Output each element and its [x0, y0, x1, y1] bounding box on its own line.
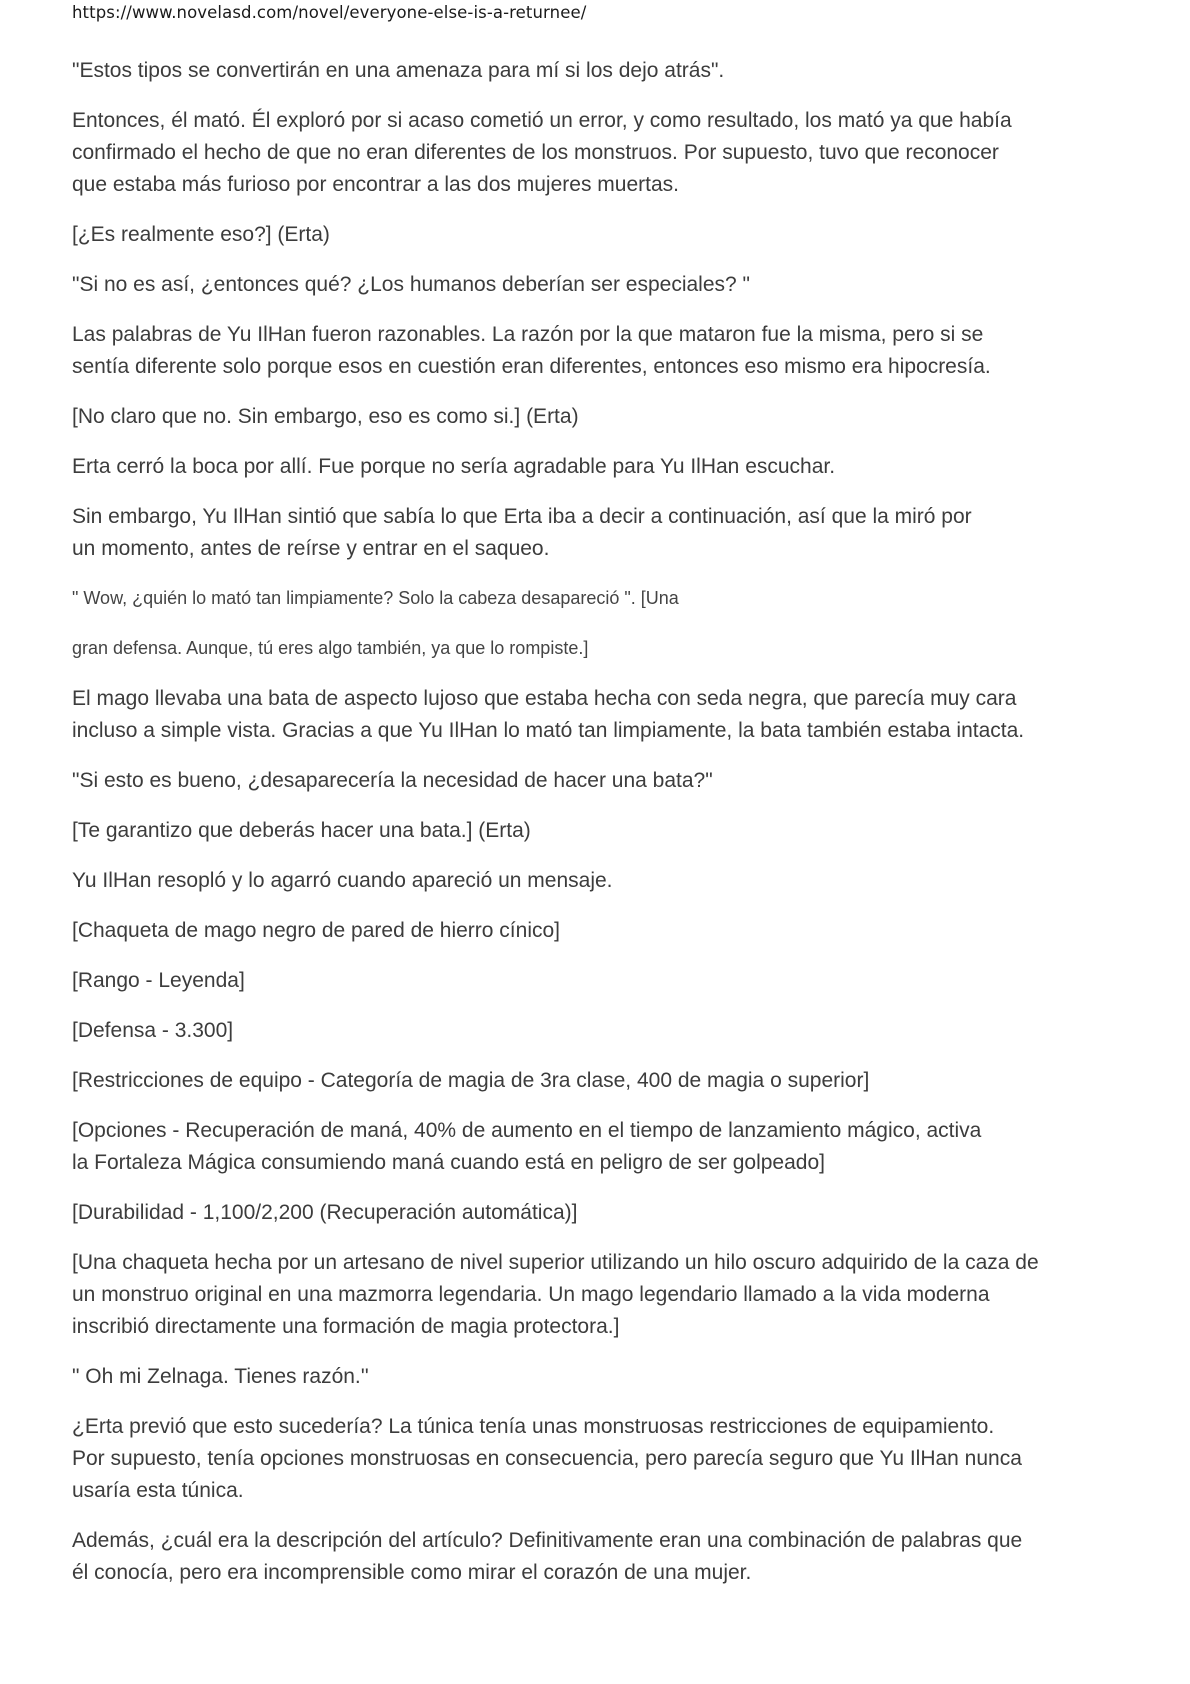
- paragraph-line: " Oh mi Zelnaga. Tienes razón.'': [72, 1365, 369, 1388]
- page-url-header: https://www.novelasd.com/novel/everyone-else-is-a-returnee/: [72, 3, 587, 22]
- paragraph-line: inscribió directamente una formación de magia protectora.]: [72, 1315, 620, 1338]
- paragraph: [72, 269, 1132, 301]
- paragraph-line: [Restricciones de equipo - Categoría de magia de 3ra clase, 400 de magia o superior]: [72, 1069, 870, 1092]
- paragraph: [72, 105, 1132, 201]
- paragraph: [72, 1247, 1132, 1343]
- paragraph-line: [Rango - Leyenda]: [72, 969, 245, 992]
- paragraph-line: [No claro que no. Sin embargo, eso es como si.] (Erta): [72, 405, 579, 428]
- paragraph-line: Las palabras de Yu IlHan fueron razonables. La razón por la que mataron fue la misma, pero si se: [72, 323, 984, 346]
- paragraph-line: Yu IlHan resopló y lo agarró cuando apareció un mensaje.: [72, 869, 613, 892]
- paragraph: [72, 965, 1132, 997]
- paragraph: [72, 633, 1132, 663]
- paragraph: [72, 1065, 1132, 1097]
- paragraph-line: un monstruo original en una mazmorra legendaria. Un mago legendario llamado a la vida moderna: [72, 1283, 990, 1306]
- paragraph-line: gran defensa. Aunque, tú eres algo también, ya que lo rompiste.]: [72, 638, 589, 658]
- paragraph-line: incluso a simple vista. Gracias a que Yu IlHan lo mató tan limpiamente, la bata también estaba intacta.: [72, 719, 1025, 742]
- paragraph-line: [Chaqueta de mago negro de pared de hierro cínico]: [72, 919, 560, 942]
- paragraph-line: sentía diferente solo porque esos en cuestión eran diferentes, entonces eso mismo era hipocresía.: [72, 355, 991, 378]
- paragraph: [72, 683, 1132, 747]
- paragraph: [72, 1525, 1132, 1589]
- paragraph: [72, 501, 1132, 565]
- paragraph-line: que estaba más furioso por encontrar a las dos mujeres muertas.: [72, 173, 679, 196]
- paragraph: [72, 765, 1132, 797]
- paragraph-line: [Opciones - Recuperación de maná, 40% de aumento en el tiempo de lanzamiento mágico, activa: [72, 1119, 982, 1142]
- paragraph-line: [¿Es realmente eso?] (Erta): [72, 223, 330, 246]
- paragraph-line: confirmado el hecho de que no eran diferentes de los monstruos. Por supuesto, tuvo que reconocer: [72, 141, 999, 164]
- paragraph-line: Por supuesto, tenía opciones monstruosas en consecuencia, pero parecía seguro que Yu IlHan nunca: [72, 1447, 1022, 1470]
- paragraph-line: él conocía, pero era incomprensible como mirar el corazón de una mujer.: [72, 1561, 752, 1584]
- paragraph-line: El mago llevaba una bata de aspecto lujoso que estaba hecha con seda negra, que parecía muy cara: [72, 687, 1017, 710]
- paragraph-line: [Te garantizo que deberás hacer una bata.] (Erta): [72, 819, 531, 842]
- paragraph-line: [Defensa - 3.300]: [72, 1019, 234, 1042]
- paragraph-line: usaría esta túnica.: [72, 1479, 244, 1502]
- paragraph: [72, 1015, 1132, 1047]
- document-body: [72, 55, 1132, 1607]
- paragraph-line: un momento, antes de reírse y entrar en el saqueo.: [72, 537, 550, 560]
- paragraph: [72, 1197, 1132, 1229]
- paragraph: [72, 865, 1132, 897]
- paragraph: [72, 1411, 1132, 1507]
- paragraph-line: Entonces, él mató. Él exploró por si acaso cometió un error, y como resultado, los mató ya que había: [72, 109, 1012, 132]
- paragraph: [72, 1115, 1132, 1179]
- paragraph-line: [Durabilidad - 1,100/2,200 (Recuperación automática)]: [72, 1201, 578, 1224]
- paragraph: [72, 319, 1132, 383]
- paragraph: [72, 583, 1132, 613]
- paragraph-line: Además, ¿cuál era la descripción del artículo? Definitivamente eran una combinación de palabras que: [72, 1529, 1023, 1552]
- paragraph-line: "Si no es así, ¿entonces qué? ¿Los humanos deberían ser especiales? ": [72, 273, 750, 296]
- paragraph-line: [Una chaqueta hecha por un artesano de nivel superior utilizando un hilo oscuro adquirido de la caza de: [72, 1251, 1039, 1274]
- paragraph: [72, 55, 1132, 87]
- paragraph: [72, 815, 1132, 847]
- paragraph-line: " Wow, ¿quién lo mató tan limpiamente? Solo la cabeza desapareció ". [Una: [72, 588, 679, 608]
- paragraph: [72, 401, 1132, 433]
- paragraph-line: "Si esto es bueno, ¿desaparecería la necesidad de hacer una bata?": [72, 769, 713, 792]
- paragraph: [72, 219, 1132, 251]
- paragraph-line: Erta cerró la boca por allí. Fue porque no sería agradable para Yu IlHan escuchar.: [72, 455, 836, 478]
- paragraph-line: la Fortaleza Mágica consumiendo maná cuando está en peligro de ser golpeado]: [72, 1151, 825, 1174]
- paragraph: [72, 451, 1132, 483]
- paragraph-line: "Estos tipos se convertirán en una amenaza para mí si los dejo atrás".: [72, 59, 725, 82]
- paragraph: [72, 1361, 1132, 1393]
- paragraph-line: Sin embargo, Yu IlHan sintió que sabía lo que Erta iba a decir a continuación, así que la miró por: [72, 505, 972, 528]
- paragraph: [72, 915, 1132, 947]
- paragraph-line: ¿Erta previó que esto sucedería? La túnica tenía unas monstruosas restricciones de equipamiento.: [72, 1415, 995, 1438]
